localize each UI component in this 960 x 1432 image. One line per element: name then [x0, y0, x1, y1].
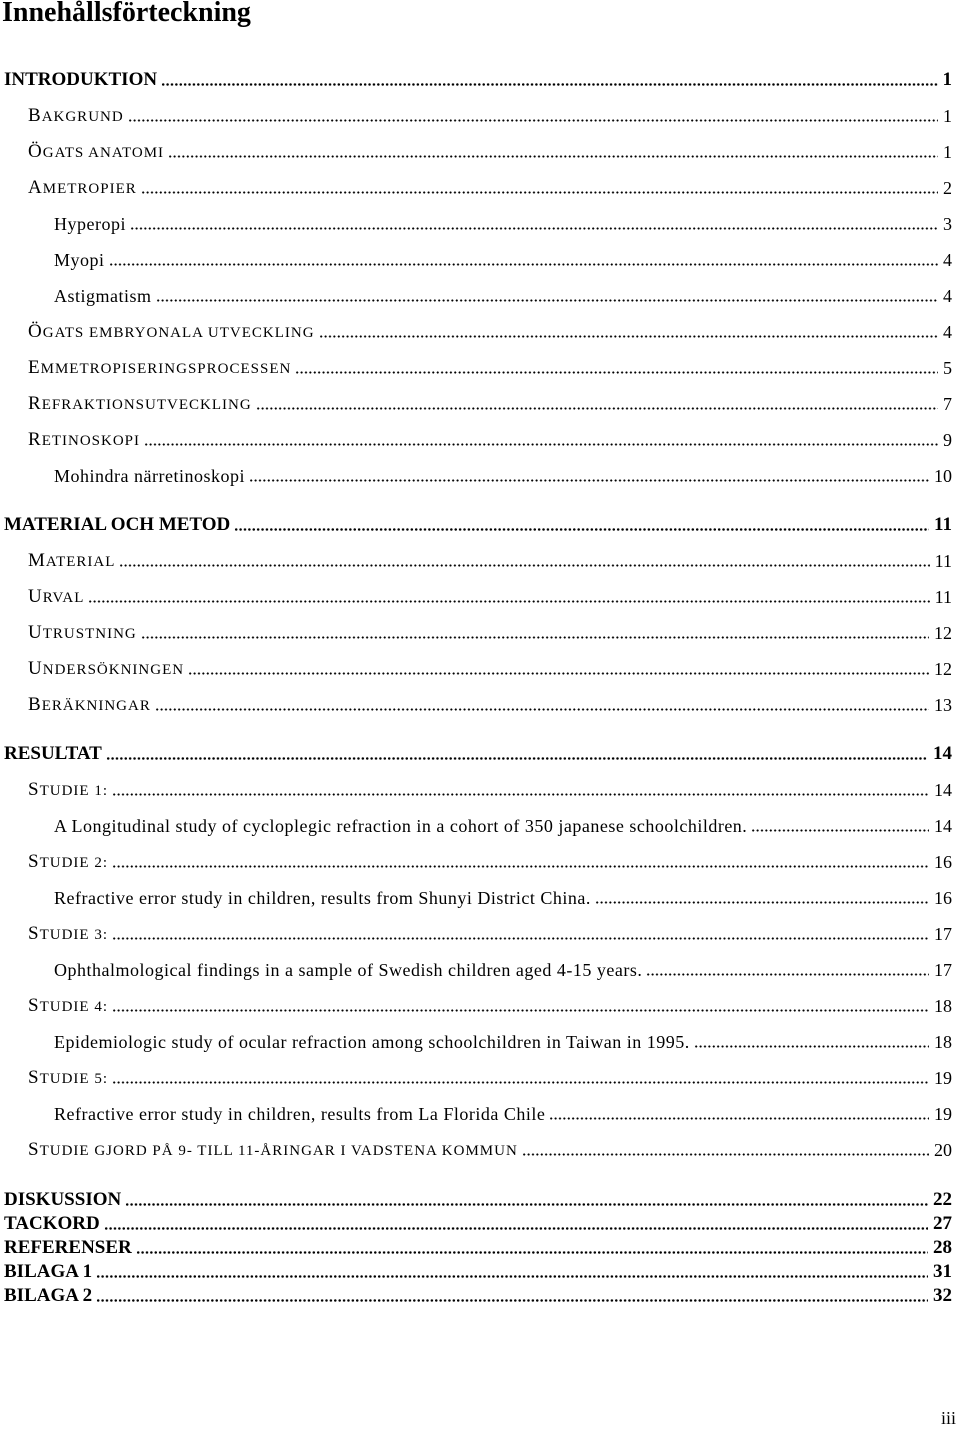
toc-dot-leader [141, 627, 929, 639]
toc-entry[interactable] [4, 844, 952, 880]
toc-entry[interactable] [4, 507, 952, 543]
document-title: Innehållsförteckning [2, 0, 251, 28]
toc-entry[interactable] [4, 1132, 952, 1168]
toc-entry-label: STUDIE 1: [28, 778, 108, 800]
toc-dot-leader [751, 820, 929, 832]
toc-entry-label: Mohindra närretinoskopi [54, 466, 245, 486]
toc-entry-label: EMMETROPISERINGSPROCESSEN [28, 356, 292, 378]
toc-page-number: 11 [934, 587, 952, 607]
toc-dot-leader [112, 1072, 929, 1084]
toc-entry[interactable] [4, 952, 952, 988]
toc-page-number: 12 [934, 623, 952, 643]
toc-entry-label: REFRAKTIONSUTVECKLING [28, 392, 252, 414]
toc-page-number: 19 [934, 1104, 952, 1124]
toc-entry[interactable] [4, 1284, 952, 1308]
toc-entry[interactable] [4, 62, 952, 98]
toc-dot-leader [96, 1290, 928, 1302]
toc-entry-label: ÖGATS EMBRYONALA UTVECKLING [28, 320, 315, 342]
toc-dot-leader [595, 892, 929, 904]
toc-dot-leader [125, 1194, 928, 1206]
toc-entry-label: BILAGA 1 [4, 1261, 93, 1282]
toc-page-number: 18 [934, 1032, 952, 1052]
toc-page-number: 14 [933, 743, 952, 764]
toc-dot-leader [119, 555, 929, 567]
toc-page-number: 10 [934, 466, 952, 486]
toc-entry[interactable] [4, 772, 952, 808]
toc-entry[interactable] [4, 134, 952, 170]
toc-entry-label: ÖGATS ANATOMI [28, 140, 165, 162]
toc-entry-label: STUDIE 3: [28, 922, 108, 944]
toc-dot-leader [319, 326, 938, 338]
toc-dot-leader [156, 290, 938, 302]
toc-dot-leader [128, 110, 938, 122]
toc-page-number: 16 [934, 888, 952, 908]
toc-entry[interactable] [4, 808, 952, 844]
toc-entry[interactable] [4, 1188, 952, 1212]
toc-entry[interactable] [4, 386, 952, 422]
toc-page-number: 20 [934, 1140, 952, 1160]
toc-dot-leader [188, 663, 929, 675]
page-number-footer: iii [940, 1408, 956, 1428]
toc-entry[interactable] [4, 1060, 952, 1096]
toc-page-number: 5 [943, 358, 952, 378]
toc-entry[interactable] [4, 350, 952, 386]
toc-page-number: 16 [934, 852, 952, 872]
toc-page-number: 19 [934, 1068, 952, 1088]
toc-entry-label: MATERIAL OCH METOD [4, 514, 231, 535]
toc-entry-label: STUDIE GJORD PÅ 9- TILL 11-ÅRINGAR I VADSTENA KOMMUN [28, 1138, 518, 1160]
toc-dot-leader [161, 74, 937, 86]
toc-page-number: 2 [943, 178, 952, 198]
toc-entry[interactable] [4, 880, 952, 916]
toc-entry[interactable] [4, 278, 952, 314]
toc-entry[interactable] [4, 242, 952, 278]
toc-dot-leader [144, 434, 938, 446]
toc-entry[interactable] [4, 98, 952, 134]
toc-entry-label: URVAL [28, 585, 85, 607]
toc-page-number: 17 [934, 960, 952, 980]
toc-entry-label: Ophthalmological findings in a sample of Swedish children aged 4-15 years. [54, 960, 643, 980]
toc-dot-leader [168, 146, 938, 158]
toc-page-number: 22 [933, 1189, 952, 1210]
toc-page-number: 3 [943, 214, 952, 234]
toc-entry-label: AMETROPIER [28, 176, 137, 198]
toc-dot-leader [109, 254, 938, 266]
toc-dot-leader [234, 519, 929, 531]
toc-dot-leader [88, 591, 929, 603]
toc-entry-label: MATERIAL [28, 549, 116, 571]
toc-page-number: 13 [934, 695, 952, 715]
toc-dot-leader [249, 470, 929, 482]
toc-entry-label: Astigmatism [54, 286, 152, 306]
toc-dot-leader [522, 1144, 929, 1156]
toc-page-number: 1 [943, 106, 952, 126]
toc-dot-leader [104, 1218, 928, 1230]
toc-dot-leader [106, 748, 928, 760]
toc-entry[interactable] [4, 615, 952, 651]
toc-entry-label: Myopi [54, 250, 105, 270]
toc-entry[interactable] [4, 170, 952, 206]
toc-page-number: 14 [934, 816, 952, 836]
toc-entry-label: TACKORD [4, 1213, 100, 1234]
toc-page-number: 11 [934, 514, 952, 535]
toc-entry[interactable] [4, 988, 952, 1024]
toc-page-number: 7 [943, 394, 952, 414]
toc-entry-label: UNDERSÖKNINGEN [28, 657, 185, 679]
toc-entry-label: STUDIE 4: [28, 994, 108, 1016]
toc-entry[interactable] [4, 458, 952, 494]
toc-entry-label: UTRUSTNING [28, 621, 137, 643]
toc-page-number: 9 [943, 430, 952, 450]
toc-entry-label: Hyperopi [54, 214, 126, 234]
toc-page-number: 1 [942, 69, 952, 90]
toc-page-number: 1 [943, 142, 952, 162]
toc-page-number: 28 [933, 1237, 952, 1258]
toc-dot-leader [112, 928, 929, 940]
toc-dot-leader [130, 218, 938, 230]
toc-dot-leader [256, 398, 938, 410]
toc-entry[interactable] [4, 1236, 952, 1260]
toc-dot-leader [112, 784, 929, 796]
table-of-contents [4, 62, 952, 1308]
toc-page-number: 27 [933, 1213, 952, 1234]
toc-entry-label: STUDIE 2: [28, 850, 108, 872]
toc-page-number: 12 [934, 659, 952, 679]
toc-dot-leader [549, 1108, 929, 1120]
toc-entry-label: STUDIE 5: [28, 1066, 108, 1088]
toc-dot-leader [112, 1000, 929, 1012]
toc-dot-leader [646, 964, 929, 976]
toc-entry[interactable] [4, 1212, 952, 1236]
toc-entry[interactable] [4, 1096, 952, 1132]
toc-page-number: 18 [934, 996, 952, 1016]
toc-entry[interactable] [4, 736, 952, 772]
toc-entry-label: RETINOSKOPI [28, 428, 141, 450]
toc-page-number: 31 [933, 1261, 952, 1282]
toc-page-number: 32 [933, 1285, 952, 1306]
toc-entry[interactable] [4, 206, 952, 242]
toc-entry-label: BAKGRUND [28, 104, 124, 126]
toc-dot-leader [141, 182, 938, 194]
toc-dot-leader [295, 362, 938, 374]
toc-page-number: 17 [934, 924, 952, 944]
toc-entry[interactable] [4, 1024, 952, 1060]
toc-entry[interactable] [4, 314, 952, 350]
toc-page-number: 4 [943, 250, 952, 270]
toc-entry[interactable] [4, 543, 952, 579]
toc-entry[interactable] [4, 422, 952, 458]
toc-dot-leader [136, 1242, 928, 1254]
toc-entry-label: Refractive error study in children, results from Shunyi District China. [54, 888, 591, 908]
toc-page-number: 4 [943, 286, 952, 306]
toc-entry-label: RESULTAT [4, 743, 102, 764]
toc-entry-label: BERÄKNINGAR [28, 693, 151, 715]
toc-entry[interactable] [4, 916, 952, 952]
toc-page-number: 4 [943, 322, 952, 342]
toc-dot-leader [96, 1266, 928, 1278]
toc-entry-label: REFERENSER [4, 1237, 132, 1258]
toc-entry[interactable] [4, 579, 952, 615]
toc-entry-label: BILAGA 2 [4, 1285, 93, 1306]
toc-entry-label: Refractive error study in children, results from La Florida Chile [54, 1104, 546, 1124]
toc-entry[interactable] [4, 687, 952, 723]
toc-entry-label: INTRODUKTION [4, 69, 158, 90]
toc-entry-label: DISKUSSION [4, 1189, 122, 1210]
toc-dot-leader [112, 856, 929, 868]
toc-entry[interactable] [4, 1260, 952, 1284]
toc-page-number: 14 [934, 780, 952, 800]
toc-dot-leader [694, 1036, 929, 1048]
toc-entry-label: A Longitudinal study of cycloplegic refraction in a cohort of 350 japanese schoolchildren. [54, 816, 748, 836]
toc-entry[interactable] [4, 651, 952, 687]
toc-dot-leader [155, 699, 929, 711]
toc-page-number: 11 [934, 551, 952, 571]
toc-entry-label: Epidemiologic study of ocular refraction among schoolchildren in Taiwan in 1995. [54, 1032, 690, 1052]
